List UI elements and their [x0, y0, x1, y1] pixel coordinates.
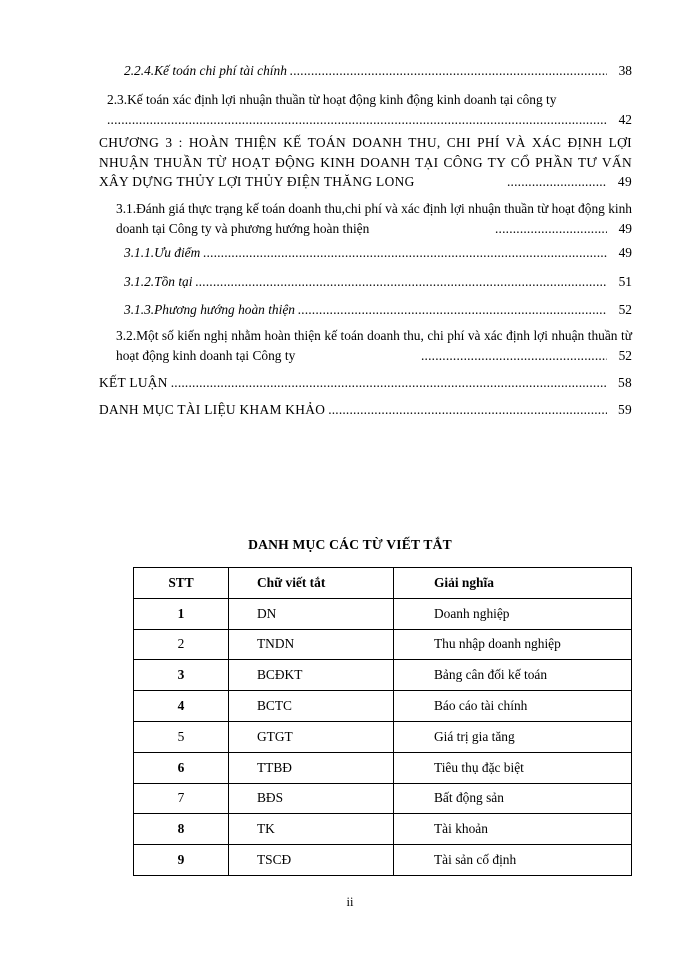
toc-entry-text: KẾT LUẬN: [99, 375, 168, 390]
toc-leader-dots: [171, 373, 607, 393]
toc-leader-dots: [107, 110, 607, 130]
toc-page-number: 59: [618, 402, 632, 417]
cell-meaning: Bất động sản: [394, 783, 632, 814]
toc-page-number: 58: [618, 375, 632, 390]
toc-entry-3-1-2[interactable]: [124, 272, 632, 292]
toc-entry-conclusion[interactable]: [99, 373, 632, 393]
header-abbreviation: Chữ viết tắt: [229, 568, 394, 599]
toc-leader-dots: [195, 272, 607, 292]
toc-page-number: 52: [618, 302, 632, 317]
table-row: [134, 721, 632, 752]
cell-abbreviation: TK: [229, 814, 394, 845]
table-row: [134, 629, 632, 660]
table-row: [134, 845, 632, 876]
toc-entry-3-1-1[interactable]: [124, 243, 632, 263]
cell-stt: 3: [134, 660, 229, 691]
cell-abbreviation: BCĐKT: [229, 660, 394, 691]
cell-stt: 6: [134, 752, 229, 783]
toc-entry-text: 2.2.4.Kế toán chi phí tài chính: [124, 63, 287, 78]
cell-abbreviation: TTBĐ: [229, 752, 394, 783]
table-header-row: [134, 568, 632, 599]
toc-entry-3-1-3[interactable]: [124, 300, 632, 320]
table-row: [134, 660, 632, 691]
cell-meaning: Giá trị gia tăng: [394, 721, 632, 752]
toc-entry-3-2[interactable]: [116, 326, 632, 365]
cell-stt: 8: [134, 814, 229, 845]
toc-leader-dots: [328, 400, 607, 420]
toc-entry-references[interactable]: [99, 400, 632, 420]
toc-leader-dots: [298, 300, 607, 320]
cell-meaning: Tài khoản: [394, 814, 632, 845]
cell-stt: 2: [134, 629, 229, 660]
header-stt: STT: [134, 568, 229, 599]
cell-abbreviation: GTGT: [229, 721, 394, 752]
cell-meaning: Thu nhập doanh nghiệp: [394, 629, 632, 660]
toc-leader-dots: [507, 172, 607, 192]
toc-page-number: 49: [617, 174, 632, 189]
toc-page-number: 51: [618, 274, 632, 289]
cell-stt: 4: [134, 691, 229, 722]
table-row: [134, 783, 632, 814]
table-row: [134, 814, 632, 845]
cell-stt: 9: [134, 845, 229, 876]
toc-page-number: 49: [618, 220, 632, 236]
toc-page-number: 42: [618, 111, 632, 127]
toc-entry-2-3[interactable]: [107, 90, 632, 129]
toc-entry-text: 2.3.Kế toán xác định lợi nhuận thuần từ hoạt động kinh động kinh doanh tại công ty: [107, 92, 557, 107]
toc-page-number: 52: [618, 347, 632, 363]
toc-entry-text: CHƯƠNG 3 : HOÀN THIỆN KẾ TOÁN DOANH THU, CHI PHÍ VÀ XÁC ĐỊNH LỢI NHUẬN THUẦN TỪ HOẠT ĐỘNG KINH DOANH TẠI CÔNG TY CỔ PHẦN TƯ VẤN XÂY DỰNG THỦY LỢI THỦY ĐIỆN THĂNG LONG: [99, 135, 632, 189]
cell-abbreviation: BĐS: [229, 783, 394, 814]
cell-abbreviation: TNDN: [229, 629, 394, 660]
cell-abbreviation: TSCĐ: [229, 845, 394, 876]
toc-entry-text: 3.1.1.Ưu điểm: [124, 245, 201, 260]
cell-abbreviation: DN: [229, 598, 394, 629]
cell-abbreviation: BCTC: [229, 691, 394, 722]
cell-meaning: Doanh nghiệp: [394, 598, 632, 629]
toc-entry-text: 3.1.2.Tồn tại: [124, 274, 193, 289]
table-row: [134, 752, 632, 783]
toc-leader-dots: [290, 61, 607, 81]
cell-stt: 5: [134, 721, 229, 752]
header-meaning: Giải nghĩa: [394, 568, 632, 599]
table-row: [134, 598, 632, 629]
cell-meaning: Bảng cân đối kế toán: [394, 660, 632, 691]
toc-entry-text: 3.2.Một số kiến nghị nhằm hoàn thiện kế toán doanh thu, chi phí và xác định lợi nhuận thuần từ hoạt động kinh doanh tại Công ty: [116, 328, 632, 363]
table-row: [134, 691, 632, 722]
cell-stt: 7: [134, 783, 229, 814]
toc-page-number: 49: [618, 245, 632, 260]
toc-entry-3-1[interactable]: [116, 199, 632, 238]
toc-entry-text: 3.1.Đánh giá thực trạng kế toán doanh thu,chi phí và xác định lợi nhuận thuần từ hoạt động kinh doanh tại Công ty và phương hướng hoàn thiện: [116, 201, 632, 236]
cell-meaning: Tiêu thụ đặc biệt: [394, 752, 632, 783]
toc-leader-dots: [495, 219, 607, 239]
toc-page-number: 38: [618, 63, 632, 78]
toc-entry-text: 3.1.3.Phương hướng hoàn thiện: [124, 302, 295, 317]
toc-leader-dots: [203, 243, 607, 263]
toc-entry-text: DANH MỤC TÀI LIỆU KHAM KHẢO: [99, 402, 326, 417]
toc-leader-dots: [421, 346, 607, 366]
cell-meaning: Báo cáo tài chính: [394, 691, 632, 722]
toc-entry-2-2-4[interactable]: [124, 61, 632, 81]
abbreviations-table: [133, 567, 632, 876]
page-number: ii: [346, 895, 354, 909]
abbreviations-title: DANH MỤC CÁC TỪ VIẾT TẮT: [248, 537, 452, 552]
toc-entry-chapter-3[interactable]: [99, 133, 632, 192]
cell-stt: 1: [134, 598, 229, 629]
cell-meaning: Tài sản cố định: [394, 845, 632, 876]
